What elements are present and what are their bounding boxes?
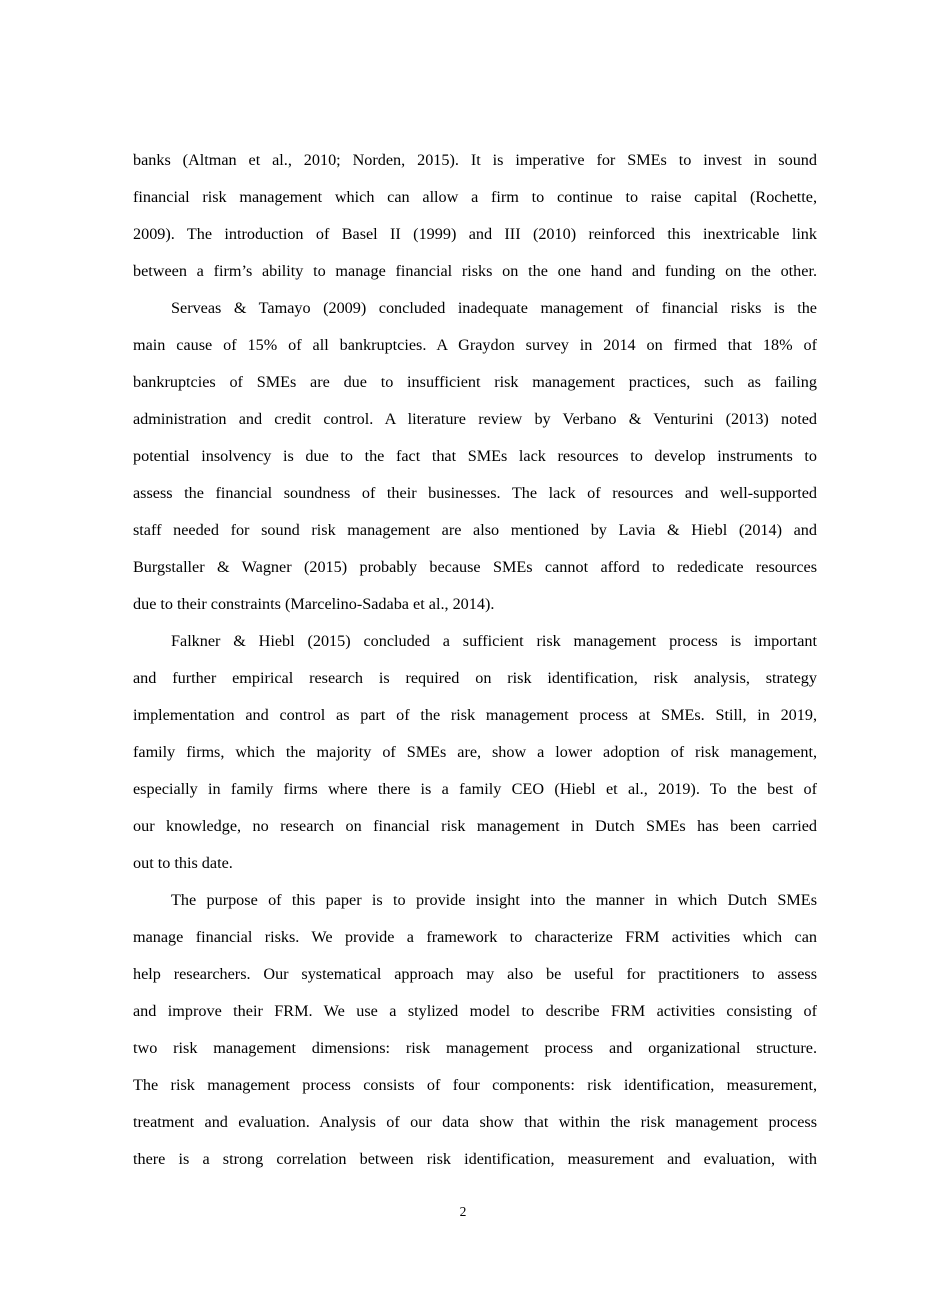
text-line: and improve their FRM. We use a stylized model to describe FRM activities consisting of [133,1002,817,1020]
paragraph [133,142,817,290]
text-line: due to their constraints (Marcelino-Sadaba et al., 2014). [133,595,495,613]
body-text [133,142,817,1178]
text-line: Serveas & Tamayo (2009) concluded inadequate management of financial risks is the [171,299,817,317]
text-line: treatment and evaluation. Analysis of our data show that within the risk management process [133,1113,817,1131]
text-line: assess the financial soundness of their businesses. The lack of resources and well-supported [133,484,817,502]
text-line: manage financial risks. We provide a framework to characterize FRM activities which can [133,928,817,946]
paragraph [133,882,817,1178]
paragraph [133,623,817,882]
text-line: help researchers. Our systematical approach may also be useful for practitioners to assess [133,965,817,983]
text-line: banks (Altman et al., 2010; Norden, 2015). It is imperative for SMEs to invest in sound [133,151,817,169]
text-line: our knowledge, no research on financial risk management in Dutch SMEs has been carried [133,817,817,835]
text-line: out to this date. [133,854,233,872]
text-line: financial risk management which can allow a firm to continue to raise capital (Rochette, [133,188,817,206]
paragraph [133,290,817,623]
text-line: two risk management dimensions: risk management process and organizational structure. [133,1039,817,1057]
text-line: main cause of 15% of all bankruptcies. A Graydon survey in 2014 on firmed that 18% of [133,336,817,354]
text-line: administration and credit control. A literature review by Verbano & Venturini (2013) noted [133,410,817,428]
text-line: implementation and control as part of the risk management process at SMEs. Still, in 2019, [133,706,817,724]
text-line: between a firm’s ability to manage financial risks on the one hand and funding on the other. [133,262,817,280]
text-line: Burgstaller & Wagner (2015) probably because SMEs cannot afford to rededicate resources [133,558,817,576]
text-line: The purpose of this paper is to provide insight into the manner in which Dutch SMEs [171,891,817,909]
text-line: bankruptcies of SMEs are due to insufficient risk management practices, such as failing [133,373,817,391]
text-line: Falkner & Hiebl (2015) concluded a sufficient risk management process is important [171,632,817,650]
page-number: 2 [459,1204,467,1219]
text-line: there is a strong correlation between risk identification, measurement and evaluation, with [133,1150,817,1168]
text-line: and further empirical research is required on risk identification, risk analysis, strategy [133,669,817,687]
text-line: staff needed for sound risk management are also mentioned by Lavia & Hiebl (2014) and [133,521,817,539]
text-line: The risk management process consists of four components: risk identification, measurement, [133,1076,817,1094]
text-line: potential insolvency is due to the fact that SMEs lack resources to develop instruments to [133,447,817,465]
text-line: 2009). The introduction of Basel II (1999) and III (2010) reinforced this inextricable link [133,225,817,243]
text-line: especially in family firms where there is a family CEO (Hiebl et al., 2019). To the best of [133,780,817,798]
text-line: family firms, which the majority of SMEs are, show a lower adoption of risk management, [133,743,817,761]
